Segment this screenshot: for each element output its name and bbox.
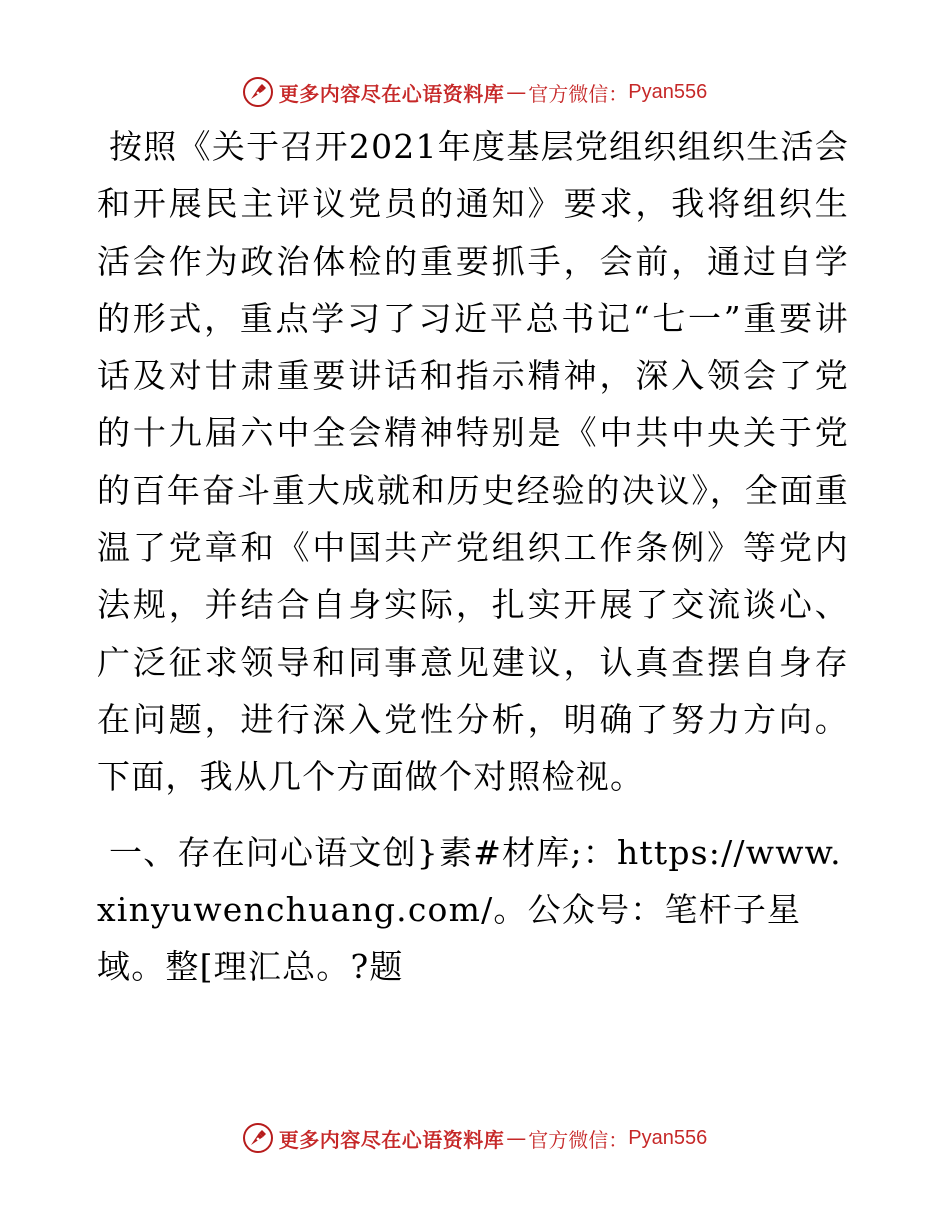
document-body [97,118,849,995]
footer-brand-text: 更多内容尽在心语资料库 [278,1127,505,1152]
body-paragraph: 按照《关于召开2021年度基层党组织组织生活会和开展民主评议党员的通知》要求，我将组织生活会作为政治体检的重要抓手，会前，通过自学的形式，重点学习了习近平总书记“七一”重要讲话及对甘肃重要讲话和指示精神，深入领会了党的十九届六中全会精神特别是《中共中央关于党的百年奋斗重大成就和历史经验的决议》，全面重温了党章和《中国共产党组织工作条例》等党内法规，并结合自身实际，扎实开展了交流谈心、广泛征求领导和同事意见建议，认真查摆自身存在问题，进行深入党性分析，明确了努力方向。下面，我从几个方面做个对照检视。 [97,127,849,797]
footer-wechat-id: Pyan556 [628,1126,708,1149]
section-heading: 一、存在问心语文创}素#材库;：https://www.xinyuwenchuang.com/。公众号：笔杆子星域。整[理汇总。?题 [97,832,842,987]
footer-wechat-label: 官方微信： [528,1127,629,1152]
footer-separator: — [506,1126,527,1150]
header-wechat-label: 官方微信： [528,81,629,106]
page-header [0,72,950,112]
pen-nib-logo-icon [243,77,273,107]
header-separator: — [506,80,527,104]
pen-nib-logo-icon [243,1123,273,1153]
header-brand-text: 更多内容尽在心语资料库 [278,81,505,106]
header-wechat-id: Pyan556 [628,80,708,103]
page-footer [0,1118,950,1158]
